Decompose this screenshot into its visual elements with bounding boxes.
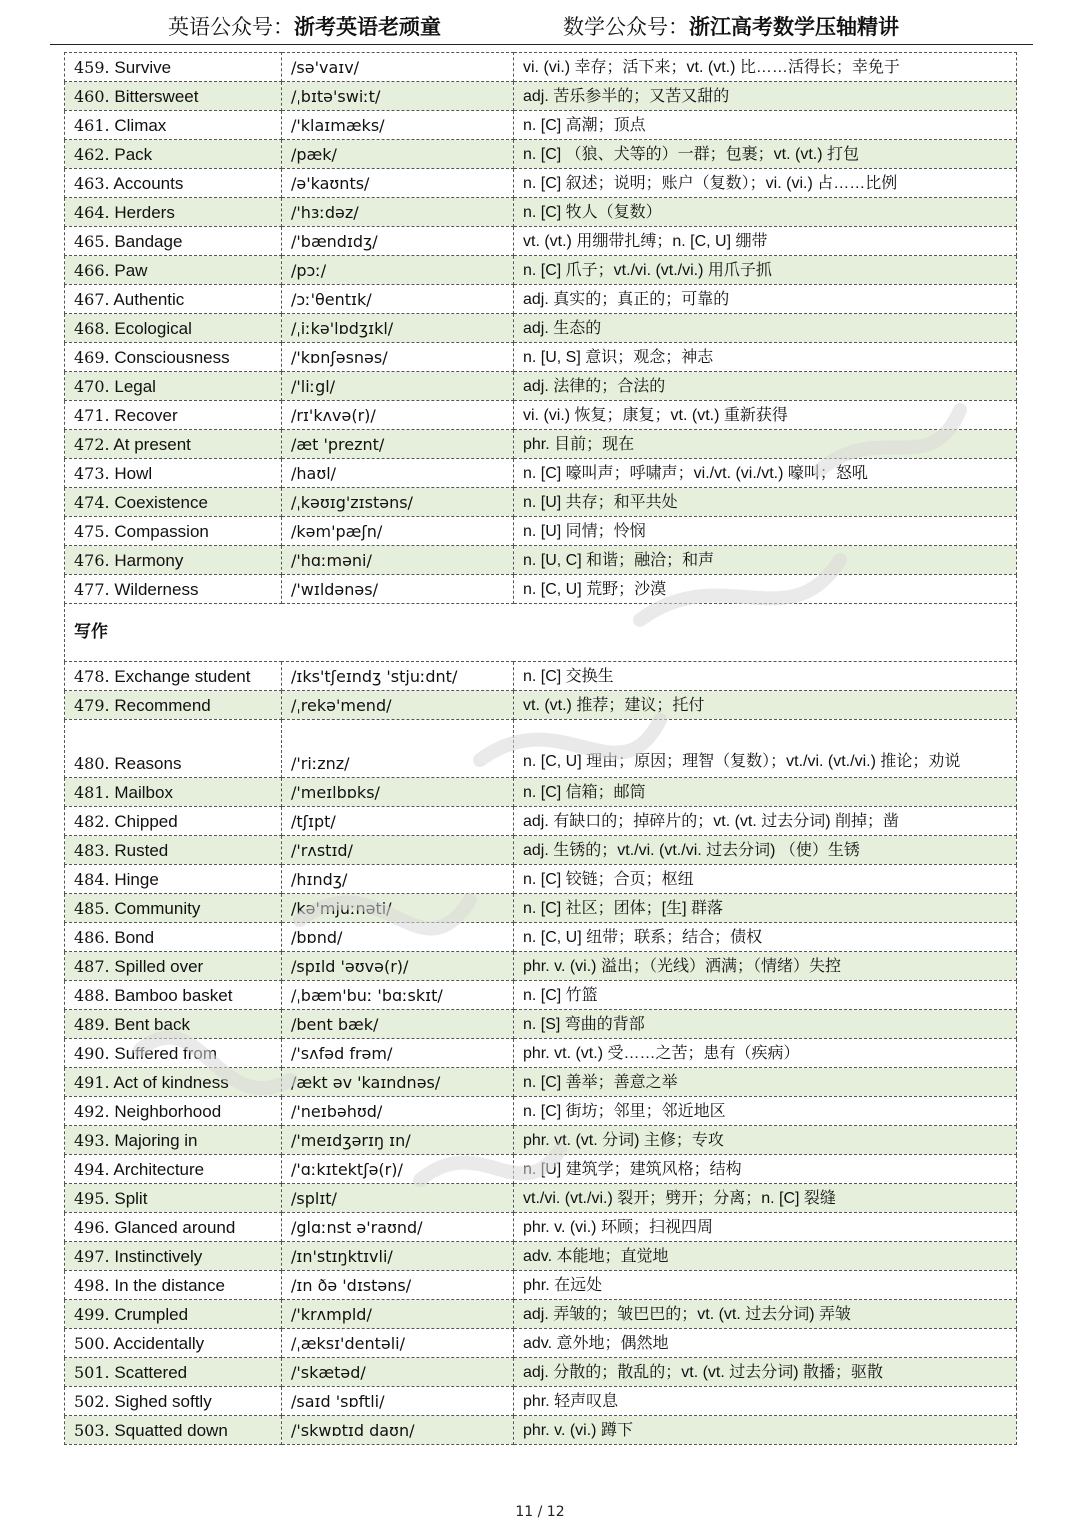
entry-number: 481. — [74, 783, 110, 802]
entry-word: Survive — [114, 58, 172, 77]
word-cell — [65, 981, 282, 1010]
word-cell — [65, 53, 282, 82]
vocab-row — [65, 401, 1017, 430]
definition-cell: adv. 本能地；直觉地 — [514, 1242, 1017, 1271]
word-cell — [65, 1387, 282, 1416]
definition-cell: n. [C] 高潮；顶点 — [514, 111, 1017, 140]
definition-cell: n. [S] 弯曲的背部 — [514, 1010, 1017, 1039]
entry-number: 465. — [74, 232, 110, 251]
phonetic-cell: /'skætəd/ — [282, 1358, 514, 1387]
entry-number: 463. — [74, 174, 110, 193]
phonetic-cell: /ɔː'θentɪk/ — [282, 285, 514, 314]
entry-number: 476. — [74, 551, 110, 570]
phonetic-cell: /ɪn ðə 'dɪstəns/ — [282, 1271, 514, 1300]
definition-cell: vt. (vt.) 用绷带扎缚；n. [C, U] 绷带 — [514, 227, 1017, 256]
english-account-label: 英语公众号： — [168, 15, 294, 39]
entry-word: Paw — [114, 261, 148, 280]
definition-cell: n. [C] 铰链；合页；枢纽 — [514, 865, 1017, 894]
word-cell — [65, 372, 282, 401]
entry-word: Bamboo basket — [114, 986, 233, 1005]
phonetic-cell: /ɪn'stɪŋktɪvli/ — [282, 1242, 514, 1271]
vocab-row — [65, 836, 1017, 865]
entry-word: Herders — [114, 203, 175, 222]
word-cell — [65, 865, 282, 894]
entry-number: 496. — [74, 1218, 110, 1237]
phonetic-cell: /'hɜːdəz/ — [282, 198, 514, 227]
vocab-row — [65, 256, 1017, 285]
vocab-row — [65, 82, 1017, 111]
definition-cell: phr. vt. (vt. 分词) 主修；专攻 — [514, 1126, 1017, 1155]
entry-number: 477. — [74, 580, 110, 599]
vocab-row — [65, 111, 1017, 140]
entry-word: Accidentally — [113, 1334, 205, 1353]
phonetic-cell: /spɪld 'əʊvə(r)/ — [282, 952, 514, 981]
phonetic-cell: /'rʌstɪd/ — [282, 836, 514, 865]
definition-cell: n. [C] 善举；善意之举 — [514, 1068, 1017, 1097]
word-cell — [65, 807, 282, 836]
word-cell — [65, 227, 282, 256]
vocab-row — [65, 1358, 1017, 1387]
definition-cell: phr. 轻声叹息 — [514, 1387, 1017, 1416]
entry-number: 498. — [74, 1276, 110, 1295]
vocab-row — [65, 140, 1017, 169]
definition-cell: n. [C] 牧人（复数） — [514, 198, 1017, 227]
entry-word: Climax — [114, 116, 167, 135]
entry-number: 464. — [74, 203, 110, 222]
entry-number: 480. — [74, 754, 110, 773]
word-cell — [65, 546, 282, 575]
word-cell — [65, 459, 282, 488]
entry-number: 470. — [74, 377, 110, 396]
entry-word: Recover — [114, 406, 178, 425]
entry-word: Squatted down — [114, 1421, 228, 1440]
entry-word: Mailbox — [114, 783, 173, 802]
entry-number: 473. — [74, 464, 110, 483]
definition-cell: adj. 弄皱的；皱巴巴的；vt. (vt. 过去分词) 弄皱 — [514, 1300, 1017, 1329]
phonetic-cell: /'bændɪdʒ/ — [282, 227, 514, 256]
entry-number: 469. — [74, 348, 110, 367]
phonetic-cell: /splɪt/ — [282, 1184, 514, 1213]
phonetic-cell: /'meɪdʒərɪŋ ɪn/ — [282, 1126, 514, 1155]
phonetic-cell: /'kɒnʃəsnəs/ — [282, 343, 514, 372]
vocab-row — [65, 430, 1017, 459]
definition-cell: n. [C] 街坊；邻里；邻近地区 — [514, 1097, 1017, 1126]
phonetic-cell: /'klaɪmæks/ — [282, 111, 514, 140]
vocab-row — [65, 720, 1017, 778]
vocab-row — [65, 1213, 1017, 1242]
word-cell — [65, 836, 282, 865]
definition-cell: n. [C, U] 理由；原因；理智（复数）；vt./vi. (vt./vi.) 推论；劝说 — [514, 720, 1017, 778]
word-cell — [65, 720, 282, 778]
phonetic-cell: /haʊl/ — [282, 459, 514, 488]
word-cell — [65, 1416, 282, 1445]
vocab-row — [65, 1097, 1017, 1126]
entry-number: 488. — [74, 986, 110, 1005]
definition-cell: n. [C] 交换生 — [514, 662, 1017, 691]
math-account-name: 浙江高考数学压轴精讲 — [689, 15, 899, 39]
entry-word: In the distance — [114, 1276, 225, 1295]
entry-word: Reasons — [114, 754, 182, 773]
entry-number: 499. — [74, 1305, 110, 1324]
definition-cell: adv. 意外地；偶然地 — [514, 1329, 1017, 1358]
page-header — [0, 0, 1080, 44]
phonetic-cell: /glɑːnst ə'raʊnd/ — [282, 1213, 514, 1242]
definition-cell: phr. v. (vi.) 环顾；扫视四周 — [514, 1213, 1017, 1242]
entry-number: 490. — [74, 1044, 110, 1063]
entry-word: Hinge — [114, 870, 159, 889]
word-cell — [65, 198, 282, 227]
phonetic-cell: /ˌkəʊɪg'zɪstəns/ — [282, 488, 514, 517]
word-cell — [65, 1097, 282, 1126]
word-cell — [65, 488, 282, 517]
word-cell — [65, 778, 282, 807]
entry-number: 502. — [74, 1392, 110, 1411]
phonetic-cell: /bɒnd/ — [282, 923, 514, 952]
entry-number: 485. — [74, 899, 110, 918]
entry-number: 483. — [74, 841, 110, 860]
vocab-row — [65, 662, 1017, 691]
definition-cell: adj. 生态的 — [514, 314, 1017, 343]
phonetic-cell: /'meɪlbɒks/ — [282, 778, 514, 807]
phonetic-cell: /'riːznz/ — [282, 720, 514, 778]
entry-number: 478. — [74, 667, 110, 686]
definition-cell: n. [C] （狼、犬等的）一群；包裹；vt. (vt.) 打包 — [514, 140, 1017, 169]
word-cell — [65, 894, 282, 923]
vocab-row — [65, 546, 1017, 575]
definition-cell: adj. 苦乐参半的；又苦又甜的 — [514, 82, 1017, 111]
entry-number: 487. — [74, 957, 110, 976]
entry-word: Compassion — [114, 522, 209, 541]
vocab-row — [65, 865, 1017, 894]
vocab-row — [65, 1416, 1017, 1445]
definition-cell: n. [C] 叙述；说明；账户（复数）；vi. (vi.) 占……比例 — [514, 169, 1017, 198]
entry-number: 484. — [74, 870, 110, 889]
entry-word: Scattered — [114, 1363, 188, 1382]
phonetic-cell: /bent bæk/ — [282, 1010, 514, 1039]
phonetic-cell: /ˌbɪtə'swiːt/ — [282, 82, 514, 111]
entry-word: Act of kindness — [113, 1073, 229, 1092]
definition-cell: phr. vt. (vt.) 受……之苦；患有（疾病） — [514, 1039, 1017, 1068]
vocab-row — [65, 285, 1017, 314]
phonetic-cell: /ˌæksɪ'dentəli/ — [282, 1329, 514, 1358]
word-cell — [65, 517, 282, 546]
entry-number: 461. — [74, 116, 110, 135]
phonetic-cell: /ækt əv 'kaɪndnəs/ — [282, 1068, 514, 1097]
word-cell — [65, 1300, 282, 1329]
entry-word: Community — [114, 899, 201, 918]
definition-cell: n. [U, S] 意识；观念；神志 — [514, 343, 1017, 372]
header-rule — [50, 44, 1033, 45]
definition-cell: n. [C] 社区；团体；[生] 群落 — [514, 894, 1017, 923]
entry-word: Chipped — [114, 812, 178, 831]
definition-cell: n. [U] 同情；怜悯 — [514, 517, 1017, 546]
vocab-row — [65, 488, 1017, 517]
vocab-row — [65, 894, 1017, 923]
phonetic-cell: /'liːgl/ — [282, 372, 514, 401]
word-cell — [65, 923, 282, 952]
entry-word: Bond — [114, 928, 155, 947]
vocab-row — [65, 807, 1017, 836]
entry-number: 471. — [74, 406, 110, 425]
phonetic-cell: /kəm'pæʃn/ — [282, 517, 514, 546]
entry-number: 462. — [74, 145, 110, 164]
phonetic-cell: /ˌiːkə'lɒdʒɪkl/ — [282, 314, 514, 343]
word-cell — [65, 1039, 282, 1068]
vocabulary-table-body — [65, 53, 1017, 1445]
entry-number: 468. — [74, 319, 110, 338]
math-account-label: 数学公众号： — [563, 15, 689, 39]
word-cell — [65, 952, 282, 981]
word-cell — [65, 1213, 282, 1242]
entry-number: 474. — [74, 493, 110, 512]
entry-number: 459. — [74, 58, 110, 77]
entry-word: Bittersweet — [114, 87, 199, 106]
english-account-name: 浙考英语老顽童 — [294, 15, 441, 39]
vocab-row — [65, 691, 1017, 720]
vocab-row — [65, 1271, 1017, 1300]
word-cell — [65, 1068, 282, 1097]
phonetic-cell: /ɪks'tʃeɪndʒ 'stjuːdnt/ — [282, 662, 514, 691]
word-cell — [65, 1155, 282, 1184]
definition-cell: vi. (vi.) 幸存；活下来；vt. (vt.) 比……活得长；幸免于 — [514, 53, 1017, 82]
entry-word: Bent back — [114, 1015, 190, 1034]
entry-number: 503. — [74, 1421, 110, 1440]
word-cell — [65, 1358, 282, 1387]
entry-word: Howl — [114, 464, 153, 483]
definition-cell: adj. 真实的；真正的；可靠的 — [514, 285, 1017, 314]
definition-cell: n. [C, U] 荒野；沙漠 — [514, 575, 1017, 604]
vocab-row — [65, 314, 1017, 343]
vocab-row — [65, 1184, 1017, 1213]
vocab-row — [65, 575, 1017, 604]
entry-word: Split — [114, 1189, 148, 1208]
entry-word: Bandage — [114, 232, 183, 251]
entry-word: Pack — [114, 145, 153, 164]
phonetic-cell: /ˌbæm'buː 'bɑːskɪt/ — [282, 981, 514, 1010]
entry-number: 460. — [74, 87, 110, 106]
entry-number: 475. — [74, 522, 110, 541]
word-cell — [65, 140, 282, 169]
word-cell — [65, 343, 282, 372]
entry-word: Authentic — [113, 290, 185, 309]
entry-number: 482. — [74, 812, 110, 831]
definition-cell: n. [C, U] 纽带；联系；结合；债权 — [514, 923, 1017, 952]
definition-cell: n. [C] 爪子；vt./vi. (vt./vi.) 用爪子抓 — [514, 256, 1017, 285]
entry-word: Instinctively — [114, 1247, 203, 1266]
word-cell — [65, 1184, 282, 1213]
vocab-row — [65, 53, 1017, 82]
entry-word: Accounts — [113, 174, 184, 193]
section-label: 写作 — [65, 604, 1017, 662]
entry-word: Rusted — [114, 841, 169, 860]
entry-word: Legal — [114, 377, 156, 396]
section-row — [65, 604, 1017, 662]
phonetic-cell: /æt 'preznt/ — [282, 430, 514, 459]
entry-number: 500. — [74, 1334, 110, 1353]
entry-number: 491. — [74, 1073, 110, 1092]
vocab-row — [65, 1126, 1017, 1155]
definition-cell: adj. 法律的；合法的 — [514, 372, 1017, 401]
entry-number: 486. — [74, 928, 110, 947]
entry-number: 492. — [74, 1102, 110, 1121]
word-cell — [65, 82, 282, 111]
entry-word: Spilled over — [114, 957, 204, 976]
word-cell — [65, 285, 282, 314]
vocab-row — [65, 1300, 1017, 1329]
phonetic-cell: /sə'vaɪv/ — [282, 53, 514, 82]
definition-cell: adj. 生锈的；vt./vi. (vt./vi. 过去分词) （使）生锈 — [514, 836, 1017, 865]
phonetic-cell: /'skwɒtɪd daʊn/ — [282, 1416, 514, 1445]
definition-cell: n. [C] 嚎叫声；呼啸声；vi./vt. (vi./vt.) 嚎叫；怒吼 — [514, 459, 1017, 488]
vocab-row — [65, 1010, 1017, 1039]
phonetic-cell: /rɪ'kʌvə(r)/ — [282, 401, 514, 430]
word-cell — [65, 662, 282, 691]
vocab-row — [65, 198, 1017, 227]
vocab-row — [65, 1242, 1017, 1271]
definition-cell: phr. v. (vi.) 溢出；（光线）洒满；（情绪）失控 — [514, 952, 1017, 981]
word-cell — [65, 691, 282, 720]
vocab-row — [65, 778, 1017, 807]
math-account — [563, 13, 899, 41]
entry-number: 466. — [74, 261, 110, 280]
definition-cell: n. [U, C] 和谐；融洽；和声 — [514, 546, 1017, 575]
entry-number: 467. — [74, 290, 110, 309]
entry-number: 501. — [74, 1363, 110, 1382]
phonetic-cell: /ˌrekə'mend/ — [282, 691, 514, 720]
entry-word: Suffered from — [114, 1044, 218, 1063]
definition-cell: n. [U] 建筑学；建筑风格；结构 — [514, 1155, 1017, 1184]
entry-word: Exchange student — [114, 667, 251, 686]
word-cell — [65, 401, 282, 430]
vocab-row — [65, 1387, 1017, 1416]
entry-number: 493. — [74, 1131, 110, 1150]
page-number: 11 / 12 — [515, 1504, 565, 1520]
phonetic-cell: /'sʌfəd frəm/ — [282, 1039, 514, 1068]
word-cell — [65, 111, 282, 140]
entry-word: Majoring in — [114, 1131, 198, 1150]
vocab-row — [65, 923, 1017, 952]
definition-cell: vi. (vi.) 恢复；康复；vt. (vt.) 重新获得 — [514, 401, 1017, 430]
definition-cell: vt./vi. (vt./vi.) 裂开；劈开；分离；n. [C] 裂缝 — [514, 1184, 1017, 1213]
vocab-row — [65, 952, 1017, 981]
english-account — [168, 13, 441, 41]
definition-cell: adj. 分散的；散乱的；vt. (vt. 过去分词) 散播；驱散 — [514, 1358, 1017, 1387]
definition-cell: phr. 在远处 — [514, 1271, 1017, 1300]
phonetic-cell: /saɪd 'sɒftli/ — [282, 1387, 514, 1416]
phonetic-cell: /pæk/ — [282, 140, 514, 169]
vocab-row — [65, 343, 1017, 372]
word-cell — [65, 314, 282, 343]
vocab-row — [65, 372, 1017, 401]
phonetic-cell: /hɪndʒ/ — [282, 865, 514, 894]
definition-cell: phr. v. (vi.) 蹲下 — [514, 1416, 1017, 1445]
vocab-row — [65, 1155, 1017, 1184]
entry-word: Coexistence — [114, 493, 208, 512]
entry-word: Sighed softly — [114, 1392, 212, 1411]
phonetic-cell: /'wɪldənəs/ — [282, 575, 514, 604]
phonetic-cell: /'ɑːkɪtektʃə(r)/ — [282, 1155, 514, 1184]
phonetic-cell: /'hɑːməni/ — [282, 546, 514, 575]
definition-cell: phr. 目前；现在 — [514, 430, 1017, 459]
entry-word: Glanced around — [114, 1218, 236, 1237]
vocab-row — [65, 517, 1017, 546]
word-cell — [65, 1126, 282, 1155]
entry-word: Consciousness — [114, 348, 230, 367]
word-cell — [65, 430, 282, 459]
phonetic-cell: /kə'mjuːnəti/ — [282, 894, 514, 923]
vocab-row — [65, 981, 1017, 1010]
vocab-row — [65, 1039, 1017, 1068]
word-cell — [65, 575, 282, 604]
definition-cell: adj. 有缺口的；掉碎片的；vt. (vt. 过去分词) 削掉；凿 — [514, 807, 1017, 836]
entry-word: Wilderness — [114, 580, 199, 599]
word-cell — [65, 1242, 282, 1271]
entry-word: Recommend — [114, 696, 211, 715]
entry-word: At present — [113, 435, 191, 454]
entry-number: 489. — [74, 1015, 110, 1034]
entry-word: Architecture — [113, 1160, 205, 1179]
word-cell — [65, 169, 282, 198]
definition-cell: vt. (vt.) 推荐；建议；托付 — [514, 691, 1017, 720]
word-cell — [65, 1010, 282, 1039]
definition-cell: n. [C] 竹篮 — [514, 981, 1017, 1010]
entry-word: Neighborhood — [114, 1102, 222, 1121]
entry-word: Harmony — [114, 551, 184, 570]
phonetic-cell: /ə'kaʊnts/ — [282, 169, 514, 198]
phonetic-cell: /'krʌmpld/ — [282, 1300, 514, 1329]
vocab-row — [65, 227, 1017, 256]
entry-number: 497. — [74, 1247, 110, 1266]
definition-cell: n. [C] 信箱；邮筒 — [514, 778, 1017, 807]
word-cell — [65, 256, 282, 285]
entry-word: Ecological — [114, 319, 192, 338]
entry-word: Crumpled — [114, 1305, 189, 1324]
word-cell — [65, 1271, 282, 1300]
word-cell — [65, 1329, 282, 1358]
vocab-row — [65, 1329, 1017, 1358]
definition-cell: n. [U] 共存；和平共处 — [514, 488, 1017, 517]
entry-number: 472. — [74, 435, 110, 454]
entry-number: 495. — [74, 1189, 110, 1208]
vocabulary-table — [64, 52, 1017, 1445]
entry-number: 494. — [74, 1160, 110, 1179]
vocab-row — [65, 1068, 1017, 1097]
phonetic-cell: /'neɪbəhʊd/ — [282, 1097, 514, 1126]
vocab-row — [65, 459, 1017, 488]
phonetic-cell: /tʃɪpt/ — [282, 807, 514, 836]
entry-number: 479. — [74, 696, 110, 715]
phonetic-cell: /pɔː/ — [282, 256, 514, 285]
vocab-row — [65, 169, 1017, 198]
